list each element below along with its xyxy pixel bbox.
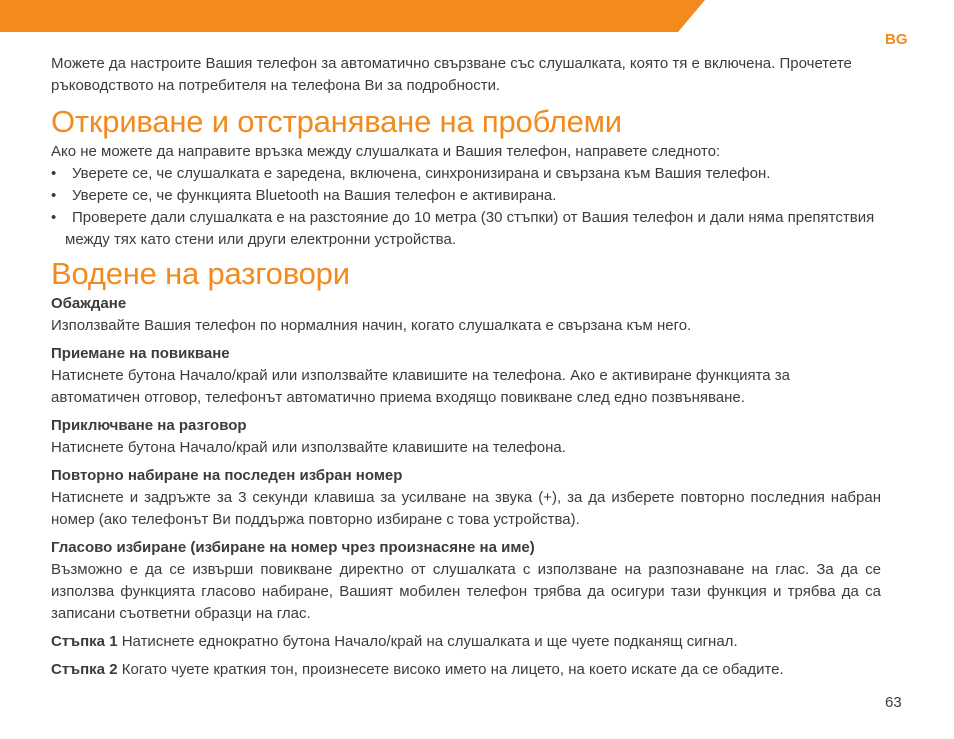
step-text: Натиснете еднократно бутона Начало/край на слушалката и ще чуете подканящ сигнал.	[121, 633, 738, 650]
troubleshooting-lead: Ако не можете да направите връзка между слушалката и Вашия телефон, направете следното:	[51, 143, 721, 160]
section-title: Обаждане	[51, 295, 127, 312]
list-item-text: Уверете се, че функцията Bluetooth на Вашия телефон е активирана.	[72, 187, 557, 204]
calls-section	[51, 537, 881, 625]
intro-paragraph: Можете да настроите Вашия телефон за автоматично свързване със слушалката, която тя е включена. Прочетете ръководството на потребителя на телефона Ви за подробности.	[51, 55, 852, 94]
page-number: 63	[885, 694, 902, 711]
section-text: Възможно е да се извърши повикване директно от слушалката с използване на разпознаване на глас. За да се използва функцията гласово набиране, Вашият мобилен телефон трябва да осигури тази функция и трябва да са записани съответни образци на глас.	[51, 561, 881, 622]
calls-section	[51, 343, 881, 409]
section-text: Натиснете бутона Начало/край или използвайте клавишите на телефона. Ако е активиране функцията за автоматичен отговор, телефонът автоматично приема входящо повикване след едно позвъняване.	[51, 367, 791, 406]
page-content	[51, 53, 881, 681]
section-title: Повторно набиране на последен избран номер	[51, 467, 403, 484]
section-text: Използвайте Вашия телефон по нормалния начин, когато слушалката е свързана към него.	[51, 317, 692, 334]
section-text: Натиснете и задръжте за 3 секунди клавиша за усилване на звука (+), за да изберете повторно последния набран номер (ако телефонът Ви поддържа повторно избиране с това устройства).	[51, 489, 881, 528]
step-2	[51, 659, 881, 681]
calls-section	[51, 293, 881, 337]
calls-section	[51, 465, 881, 531]
calls-heading: Водене на разговори	[51, 256, 350, 291]
bullet-icon: •	[51, 187, 57, 204]
step-label: Стъпка 2	[51, 661, 118, 678]
section-title: Гласово избиране (избиране на номер чрез произнасяне на име)	[51, 539, 535, 556]
bullet-icon: •	[51, 209, 57, 226]
language-code: BG	[885, 31, 908, 48]
list-item	[51, 163, 881, 185]
header-band	[0, 0, 954, 32]
section-text: Натиснете бутона Начало/край или използвайте клавишите на телефона.	[51, 439, 566, 456]
section-title: Приемане на повикване	[51, 345, 230, 362]
bullet-icon: •	[51, 165, 57, 182]
list-item	[51, 207, 881, 251]
troubleshooting-list	[51, 163, 881, 251]
troubleshooting-heading: Откриване и отстраняване на проблеми	[51, 104, 622, 139]
step-1	[51, 631, 881, 653]
section-title: Приключване на разговор	[51, 417, 247, 434]
list-item	[51, 185, 881, 207]
step-label: Стъпка 1	[51, 633, 118, 650]
list-item-text: Уверете се, че слушалката е заредена, включена, синхронизирана и свързана към Вашия телефон.	[72, 165, 771, 182]
list-item-text: Проверете дали слушалката е на разстояние до 10 метра (30 стъпки) от Вашия телефон и дали няма препятствия между тях като стени или други електронни устройства.	[65, 209, 875, 248]
step-text: Когато чуете краткия тон, произнесете високо името на лицето, на което искате да се обадите.	[121, 661, 784, 678]
calls-section	[51, 415, 881, 459]
